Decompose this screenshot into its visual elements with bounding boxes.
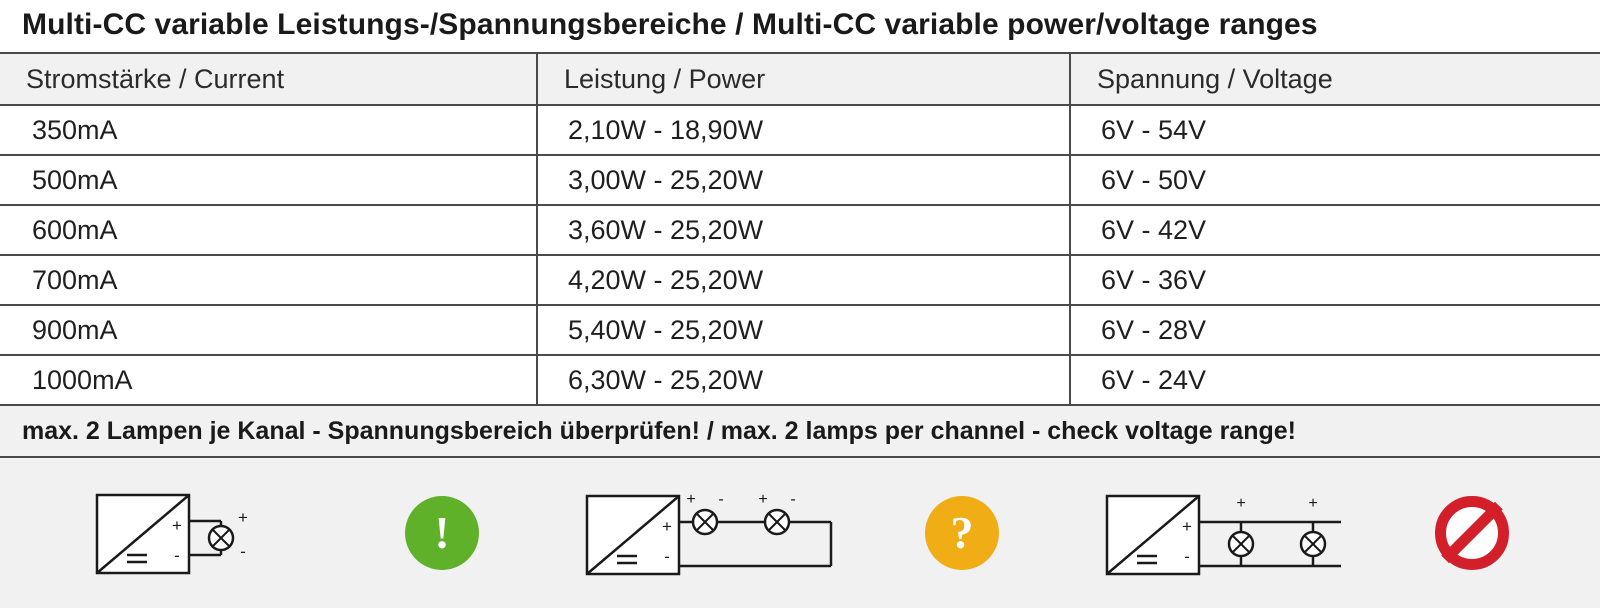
spec-table <box>0 52 1600 406</box>
table-row <box>0 355 1600 405</box>
svg-text:-: - <box>664 547 670 566</box>
svg-text:+: + <box>686 491 696 508</box>
cell-voltage: 6V - 54V <box>1070 105 1600 155</box>
cell-current: 600mA <box>0 205 537 255</box>
column-header-current: Stromstärke / Current <box>0 53 537 105</box>
driver-two-lamps-parallel-icon <box>1101 478 1421 588</box>
table-row <box>0 155 1600 205</box>
cell-current: 900mA <box>0 305 537 355</box>
cell-current: 700mA <box>0 255 537 305</box>
svg-text:-: - <box>790 491 796 508</box>
table-row <box>0 305 1600 355</box>
column-header-voltage: Spannung / Voltage <box>1070 53 1600 105</box>
table-row <box>0 205 1600 255</box>
page-title: Multi-CC variable Leistungs-/Spannungsbereiche / Multi-CC variable power/voltage ranges <box>22 8 1318 41</box>
cell-power: 6,30W - 25,20W <box>537 355 1070 405</box>
wiring-diagrams <box>0 458 1600 608</box>
svg-text:+: + <box>758 491 768 508</box>
cell-power: 5,40W - 25,20W <box>537 305 1070 355</box>
status-badge-ok: ! <box>405 496 479 570</box>
cell-current: 350mA <box>0 105 537 155</box>
cell-power: 4,20W - 25,20W <box>537 255 1070 305</box>
svg-text:+: + <box>662 517 672 536</box>
warning-note: max. 2 Lampen je Kanal - Spannungsbereich überprüfen! / max. 2 lamps per channel - check voltage range! <box>0 406 1600 458</box>
cell-voltage: 6V - 28V <box>1070 305 1600 355</box>
svg-text:+: + <box>1182 517 1192 536</box>
driver-two-lamps-series-icon <box>581 478 911 588</box>
table-row <box>0 105 1600 155</box>
svg-text:-: - <box>174 546 180 565</box>
cell-voltage: 6V - 50V <box>1070 155 1600 205</box>
diagram-single-lamp-ok <box>91 483 479 583</box>
cell-current: 1000mA <box>0 355 537 405</box>
table-row <box>0 255 1600 305</box>
diagram-two-lamps-parallel <box>1101 478 1509 588</box>
svg-text:+: + <box>1308 495 1318 512</box>
status-badge-warning: ? <box>925 496 999 570</box>
cell-voltage: 6V - 42V <box>1070 205 1600 255</box>
svg-text:-: - <box>1184 547 1190 566</box>
diagram-two-lamps-series <box>581 478 999 588</box>
cell-power: 3,60W - 25,20W <box>537 205 1070 255</box>
cell-voltage: 6V - 24V <box>1070 355 1600 405</box>
status-badge-forbidden <box>1435 496 1509 570</box>
cell-power: 2,10W - 18,90W <box>537 105 1070 155</box>
table-header-row <box>0 53 1600 105</box>
svg-text:+: + <box>238 508 248 527</box>
svg-text:+: + <box>1236 495 1246 512</box>
svg-text:-: - <box>718 491 724 508</box>
svg-text:-: - <box>240 542 246 561</box>
cell-voltage: 6V - 36V <box>1070 255 1600 305</box>
driver-single-lamp-icon <box>91 483 391 583</box>
column-header-power: Leistung / Power <box>537 53 1070 105</box>
cell-current: 500mA <box>0 155 537 205</box>
cell-power: 3,00W - 25,20W <box>537 155 1070 205</box>
svg-text:+: + <box>172 516 182 535</box>
